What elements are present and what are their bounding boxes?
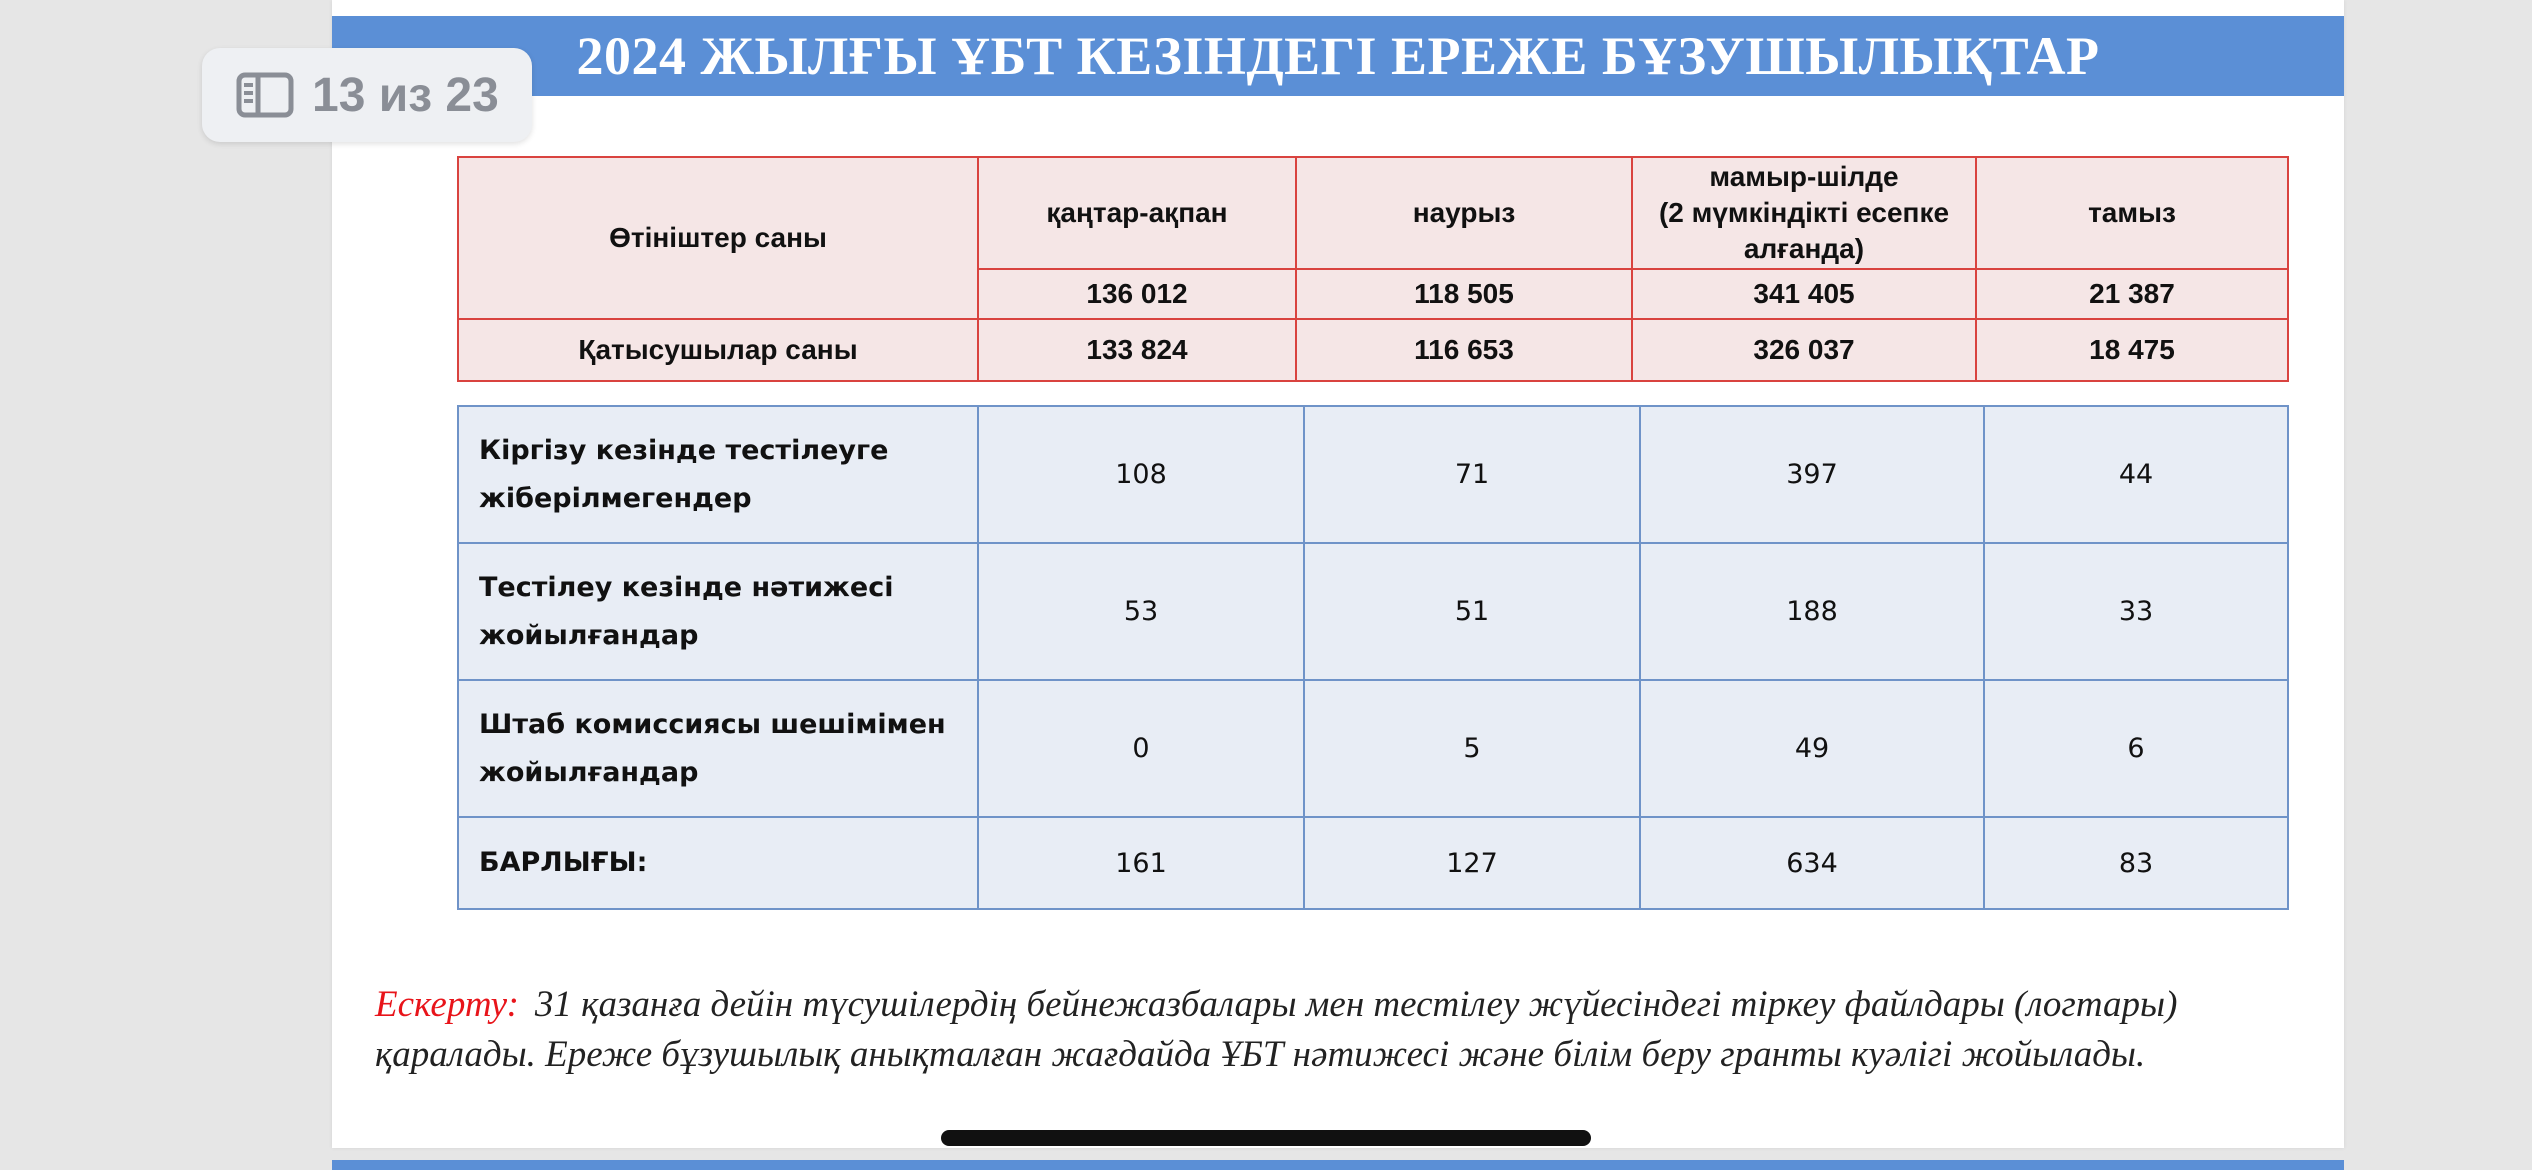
row-label: Тестілеу кезінде нәтижесі жойылғандар	[458, 543, 978, 680]
table-row	[458, 406, 2288, 543]
table-cell: 161	[978, 817, 1304, 909]
table-cell: 397	[1640, 406, 1984, 543]
column-header: қаңтар-ақпан	[978, 157, 1296, 269]
table-cell: 51	[1304, 543, 1640, 680]
applications-value: 21 387	[1976, 269, 2288, 319]
participants-value: 133 824	[978, 319, 1296, 381]
violations-table	[457, 405, 2289, 910]
participants-label: Қатысушылар саны	[458, 319, 978, 381]
applications-value: 341 405	[1632, 269, 1976, 319]
column-header: наурыз	[1296, 157, 1632, 269]
sidebar-icon[interactable]	[236, 72, 294, 118]
summary-table	[457, 156, 2289, 382]
next-slide-edge	[332, 1160, 2344, 1170]
participants-value: 326 037	[1632, 319, 1976, 381]
column-header: тамыз	[1976, 157, 2288, 269]
table-cell: 33	[1984, 543, 2288, 680]
applications-value: 118 505	[1296, 269, 1632, 319]
table-cell: 188	[1640, 543, 1984, 680]
table-row	[458, 543, 2288, 680]
participants-value: 116 653	[1296, 319, 1632, 381]
row-label: Кіргізу кезінде тестілеуге жіберілмегендер	[458, 406, 978, 543]
table-cell: 71	[1304, 406, 1640, 543]
slide-title: 2024 ЖЫЛҒЫ ҰБТ КЕЗІНДЕГІ ЕРЕЖЕ БҰЗУШЫЛЫҚТАР	[332, 16, 2344, 96]
table-cell: 634	[1640, 817, 1984, 909]
applications-label: Өтініштер саны	[458, 157, 978, 319]
table-cell: 6	[1984, 680, 2288, 817]
row-label: БАРЛЫҒЫ:	[458, 817, 978, 909]
participants-value: 18 475	[1976, 319, 2288, 381]
column-header: мамыр-шілде (2 мүмкіндікті есепке алғанда)	[1632, 157, 1976, 269]
table-cell: 108	[978, 406, 1304, 543]
page-counter-pill[interactable]	[202, 48, 532, 142]
applications-value: 136 012	[978, 269, 1296, 319]
table-cell: 0	[978, 680, 1304, 817]
footnote-label: Ескерту:	[375, 984, 519, 1025]
page-counter-text: 13 из 23	[312, 68, 499, 122]
table-cell: 49	[1640, 680, 1984, 817]
home-indicator[interactable]	[941, 1130, 1591, 1146]
total-row	[458, 817, 2288, 909]
row-label: Штаб комиссиясы шешімімен жойылғандар	[458, 680, 978, 817]
table-cell: 127	[1304, 817, 1640, 909]
table-cell: 44	[1984, 406, 2288, 543]
table-cell: 5	[1304, 680, 1640, 817]
table-cell: 83	[1984, 817, 2288, 909]
table-row	[458, 680, 2288, 817]
footnote	[375, 980, 2305, 1080]
footnote-text: 31 қазанға дейін түсушілердің бейнежазбалары мен тестілеу жүйесіндегі тіркеу файлдары (логтары) қаралады. Ереже бұзушылық анықталған жағдайда ҰБТ нәтижесі және білім беру гранты куәлігі жойылады.	[375, 984, 2178, 1075]
table-cell: 53	[978, 543, 1304, 680]
